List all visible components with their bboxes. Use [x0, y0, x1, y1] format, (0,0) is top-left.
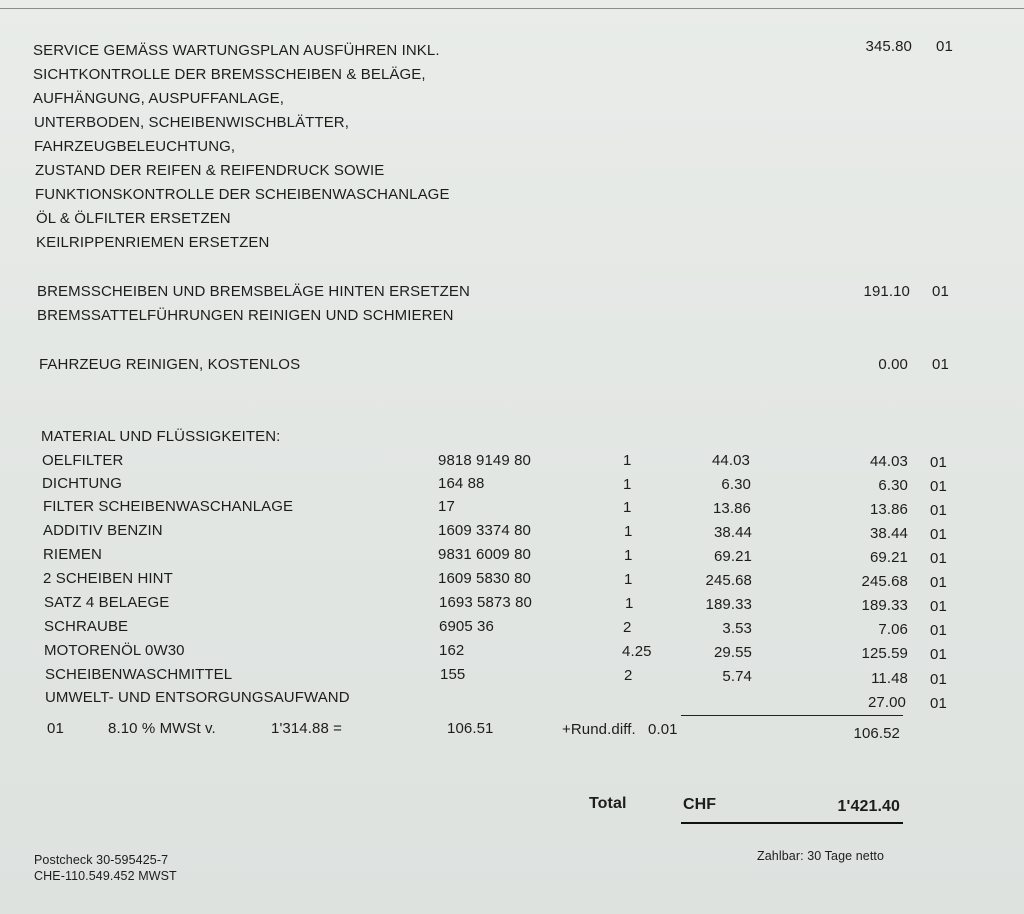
item-unit-price: 189.33 [705, 596, 752, 613]
item-name: SCHEIBENWASCHMITTEL [45, 666, 233, 683]
item-name: 2 SCHEIBEN HINT [43, 570, 173, 587]
item-part-number: 9831 6009 80 [438, 546, 531, 563]
item-unit-price: 245.68 [705, 572, 752, 589]
service-3-code: 01 [932, 356, 949, 373]
item-part-number: 6905 36 [439, 618, 494, 635]
item-total: 7.06 [878, 621, 908, 638]
item-unit-price: 3.53 [722, 620, 752, 637]
item-unit-price: 5.74 [722, 668, 752, 685]
service-2-code: 01 [932, 283, 949, 300]
item-unit-price: 38.44 [713, 524, 752, 541]
item-total: 44.03 [869, 453, 908, 470]
vat-code: 01 [47, 720, 64, 737]
item-code: 01 [930, 671, 947, 688]
item-unit-price: 6.30 [721, 476, 751, 493]
item-quantity: 1 [623, 476, 632, 493]
service-1-amount: 345.80 [865, 38, 912, 55]
total-label: Total [589, 795, 627, 812]
item-total: 11.48 [871, 670, 908, 687]
item-part-number: 1609 3374 80 [438, 522, 531, 539]
item-total: 189.33 [861, 597, 908, 614]
item-name: DICHTUNG [42, 475, 122, 492]
item-part-number: 17 [438, 498, 455, 515]
total-underline [681, 822, 903, 824]
item-part-number: 164 88 [438, 475, 485, 492]
item-code: 01 [930, 574, 947, 591]
service-1-line-5: FAHRZEUGBELEUCHTUNG, [34, 138, 236, 155]
item-quantity: 2 [624, 667, 633, 684]
rounding-label: +Rund.diff. [562, 721, 636, 738]
material-heading: MATERIAL UND FLÜSSIGKEITEN: [41, 428, 281, 445]
item-name: MOTORENÖL 0W30 [44, 642, 185, 659]
item-code: 01 [930, 622, 947, 639]
item-name: OELFILTER [42, 452, 124, 469]
item-quantity: 2 [623, 619, 632, 636]
item-total: 245.68 [861, 573, 908, 590]
service-1-line-9: KEILRIPPENRIEMEN ERSETZEN [36, 234, 270, 251]
item-code: 01 [930, 526, 947, 543]
service-1-line-3: AUFHÄNGUNG, AUSPUFFANLAGE, [33, 90, 284, 107]
item-name: ADDITIV BENZIN [43, 522, 163, 539]
item-code: 01 [930, 695, 947, 712]
vat-number: CHE-110.549.452 MWST [34, 869, 177, 883]
item-quantity: 1 [624, 571, 633, 588]
item-total: 27.00 [867, 694, 906, 711]
postcheck: Postcheck 30-595425-7 [34, 853, 169, 867]
vat-amount: 106.51 [447, 720, 494, 737]
service-2-line-1: BREMSSCHEIBEN UND BREMSBELÄGE HINTEN ERSETZEN [37, 283, 470, 300]
item-code: 01 [930, 598, 947, 615]
service-3-amount: 0.00 [878, 356, 908, 373]
item-name: FILTER SCHEIBENWASCHANLAGE [43, 498, 294, 515]
service-2-amount: 191.10 [863, 283, 910, 300]
item-part-number: 1609 5830 80 [438, 570, 531, 587]
item-total: 38.44 [869, 525, 908, 542]
vat-rate: 8.10 % MWSt v. [108, 720, 216, 737]
service-3-line-1: FAHRZEUG REINIGEN, KOSTENLOS [39, 356, 301, 373]
service-1-line-7: FUNKTIONSKONTROLLE DER SCHEIBENWASCHANLAGE [35, 186, 450, 203]
service-1-code: 01 [936, 38, 953, 55]
item-part-number: 9818 9149 80 [438, 452, 531, 469]
payment-terms: Zahlbar: 30 Tage netto [757, 849, 885, 863]
vat-base: 1'314.88 = [271, 720, 343, 737]
service-1-line-4: UNTERBODEN, SCHEIBENWISCHBLÄTTER, [34, 114, 350, 131]
item-total: 125.59 [861, 645, 908, 662]
service-1-line-1: SERVICE GEMÄSS WARTUNGSPLAN AUSFÜHREN INKL. [33, 42, 440, 59]
item-unit-price: 69.21 [713, 548, 752, 565]
item-quantity: 1 [623, 452, 632, 469]
item-quantity: 1 [624, 523, 633, 540]
item-code: 01 [930, 502, 947, 519]
rounding-value: 0.01 [648, 721, 678, 738]
service-1-line-6: ZUSTAND DER REIFEN & REIFENDRUCK SOWIE [35, 162, 385, 179]
item-code: 01 [930, 550, 947, 567]
service-1-line-8: ÖL & ÖLFILTER ERSETZEN [36, 210, 231, 227]
item-quantity: 1 [624, 547, 633, 564]
item-code: 01 [930, 646, 947, 663]
item-code: 01 [930, 478, 947, 495]
total-amount: 1'421.40 [837, 798, 900, 815]
subtotal-rule [681, 715, 903, 716]
item-unit-price: 29.55 [713, 644, 752, 661]
vat-total: 106.52 [853, 725, 900, 742]
item-quantity: 1 [623, 499, 632, 516]
item-code: 01 [930, 454, 947, 471]
item-name: UMWELT- UND ENTSORGUNGSAUFWAND [45, 689, 350, 706]
total-currency: CHF [683, 796, 717, 813]
item-part-number: 155 [440, 666, 466, 683]
item-name: RIEMEN [43, 546, 102, 563]
item-total: 69.21 [869, 549, 908, 566]
item-total: 13.86 [869, 501, 908, 518]
item-part-number: 162 [439, 642, 465, 659]
item-quantity: 1 [625, 595, 634, 612]
top-border [0, 0, 1024, 9]
item-name: SCHRAUBE [44, 618, 129, 635]
item-unit-price: 44.03 [711, 452, 750, 469]
item-total: 6.30 [878, 477, 908, 494]
item-part-number: 1693 5873 80 [439, 594, 532, 611]
service-1-line-2: SICHTKONTROLLE DER BREMSSCHEIBEN & BELÄGE, [33, 66, 426, 83]
item-quantity: 4.25 [622, 643, 652, 660]
service-2-line-2: BREMSSATTELFÜHRUNGEN REINIGEN UND SCHMIEREN [37, 307, 454, 324]
item-unit-price: 13.86 [712, 500, 751, 517]
item-name: SATZ 4 BELAEGE [44, 594, 170, 611]
